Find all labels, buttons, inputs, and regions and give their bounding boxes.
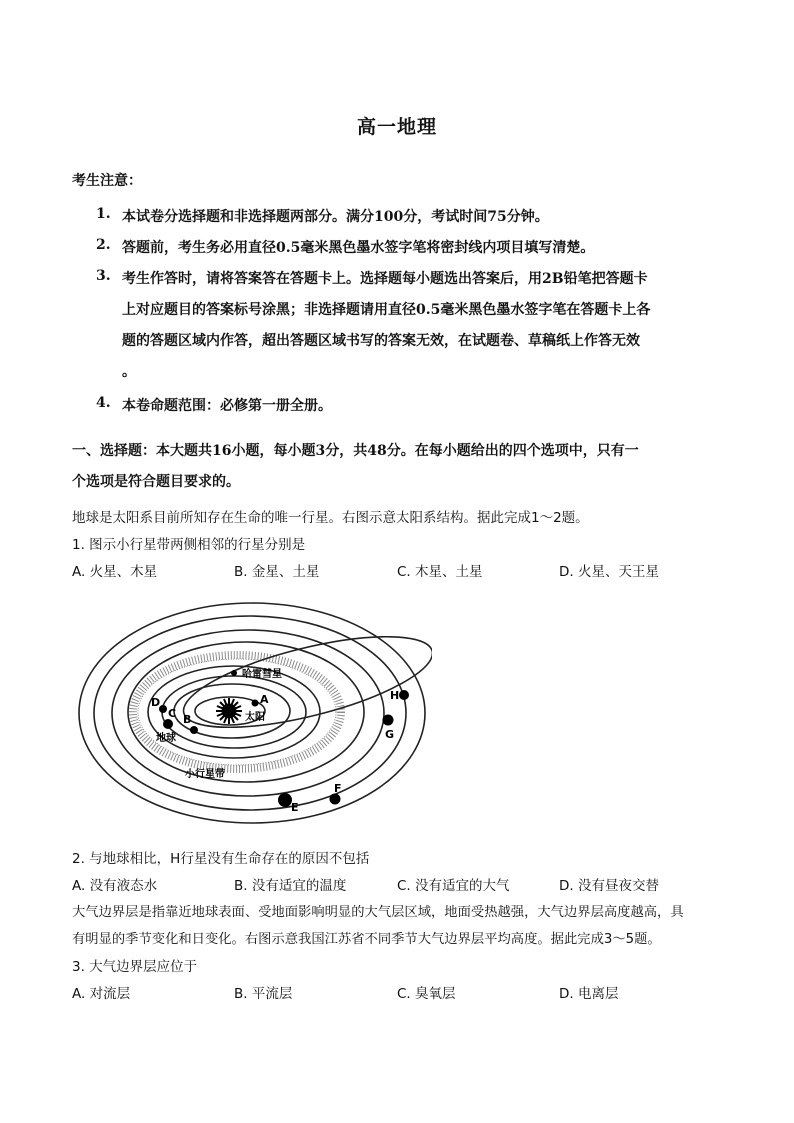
page-title: 高一地理 xyxy=(356,116,437,138)
q1-stem: 1. 图示小行星带两侧相邻的行星分别是 xyxy=(72,537,306,553)
label-earth: 地球 xyxy=(156,733,176,744)
label-e: E xyxy=(291,801,299,814)
label-d: D xyxy=(151,696,161,709)
label-f: F xyxy=(334,782,342,795)
q3-stem: 3. 大气边界层应位于 xyxy=(72,959,198,975)
label-a: A xyxy=(260,693,269,706)
planet-e xyxy=(278,793,292,807)
q2-option-c[interactable]: C. 没有适宜的大气 xyxy=(397,878,510,894)
planet-h xyxy=(399,690,409,700)
notice-item-2-text: 答题前，考生务必用直径0.5毫米黑色墨水签字笔将密封线内项目填写清楚。 xyxy=(122,240,595,256)
section-heading-line-1: 一、选择题：本大题共16小题，每小题3分，共48分。在每小题给出的四个选项中，只有一 xyxy=(72,443,639,459)
notice-item-1-number: 1. xyxy=(96,206,111,222)
material-1: 地球是太阳系目前所知存在生命的唯一行星。右图示意太阳系结构。据此完成1～2题。 xyxy=(72,510,589,526)
label-b: B xyxy=(183,713,192,726)
label-h: H xyxy=(390,689,400,702)
planet-d xyxy=(159,705,167,713)
q3-option-a[interactable]: A. 对流层 xyxy=(72,986,131,1002)
comet-halley xyxy=(231,670,237,676)
q2-stem: 2. 与地球相比，H行星没有生命存在的原因不包括 xyxy=(72,851,370,867)
q1-option-b[interactable]: B. 金星、土星 xyxy=(234,564,320,580)
notice-item-3-line-2: 上对应题目的答案标号涂黑；非选择题请用直径0.5毫米黑色墨水签字笔在答题卡上各 xyxy=(122,302,651,318)
notice-item-3-line-1: 考生作答时，请将答案答在答题卡上。选择题每小题选出答案后，用2B铅笔把答题卡 xyxy=(122,271,648,287)
notice-item-2-number: 2. xyxy=(96,237,111,253)
planet-f xyxy=(330,794,341,805)
label-g: G xyxy=(385,728,395,741)
material-2-line-1: 大气边界层是指靠近地球表面、受地面影响明显的大气层区域，地面受热越强，大气边界层高度越高，具 xyxy=(72,905,684,920)
planet-earth xyxy=(163,719,173,729)
label-comet: 哈雷彗星 xyxy=(242,669,282,680)
notice-heading: 考生注意： xyxy=(72,173,142,189)
notice-item-3-line-3: 题的答题区域内作答，超出答题区域书写的答案无效，在试题卷、草稿纸上作答无效 xyxy=(122,333,640,349)
q2-option-a[interactable]: A. 没有液态水 xyxy=(72,878,158,894)
sun-icon xyxy=(216,698,242,724)
q1-option-c[interactable]: C. 木星、土星 xyxy=(397,564,483,580)
material-2-line-2: 有明显的季节变化和日变化。右图示意我国江苏省不同季节大气边界层平均高度。据此完成3～5题。 xyxy=(72,932,661,947)
notice-item-3-line-4: 。 xyxy=(122,364,136,380)
section-heading-line-2: 个选项是符合题目要求的。 xyxy=(72,474,240,490)
label-c: C xyxy=(168,707,177,720)
q1-option-a[interactable]: A. 火星、木星 xyxy=(72,564,158,580)
q3-option-d[interactable]: D. 电离层 xyxy=(559,986,619,1002)
planet-g xyxy=(383,715,394,726)
q3-option-b[interactable]: B. 平流层 xyxy=(234,986,293,1002)
q3-option-c[interactable]: C. 臭氧层 xyxy=(397,986,456,1002)
label-belt: 小行星带 xyxy=(185,769,225,780)
label-sun: 太阳 xyxy=(245,712,265,723)
planet-a xyxy=(252,700,259,707)
q2-option-b[interactable]: B. 没有适宜的温度 xyxy=(234,878,347,894)
notice-item-3-number: 3. xyxy=(96,268,111,284)
q2-option-d[interactable]: D. 没有昼夜交替 xyxy=(559,878,659,894)
q1-option-d[interactable]: D. 火星、天王星 xyxy=(559,564,659,580)
solar-system-diagram xyxy=(72,585,432,840)
planet-b xyxy=(190,726,198,734)
notice-item-4-number: 4. xyxy=(96,395,111,411)
notice-item-1-text: 本试卷分选择题和非选择题两部分。满分100分，考试时间75分钟。 xyxy=(122,209,549,225)
notice-item-4-text: 本卷命题范围：必修第一册全册。 xyxy=(122,398,332,414)
